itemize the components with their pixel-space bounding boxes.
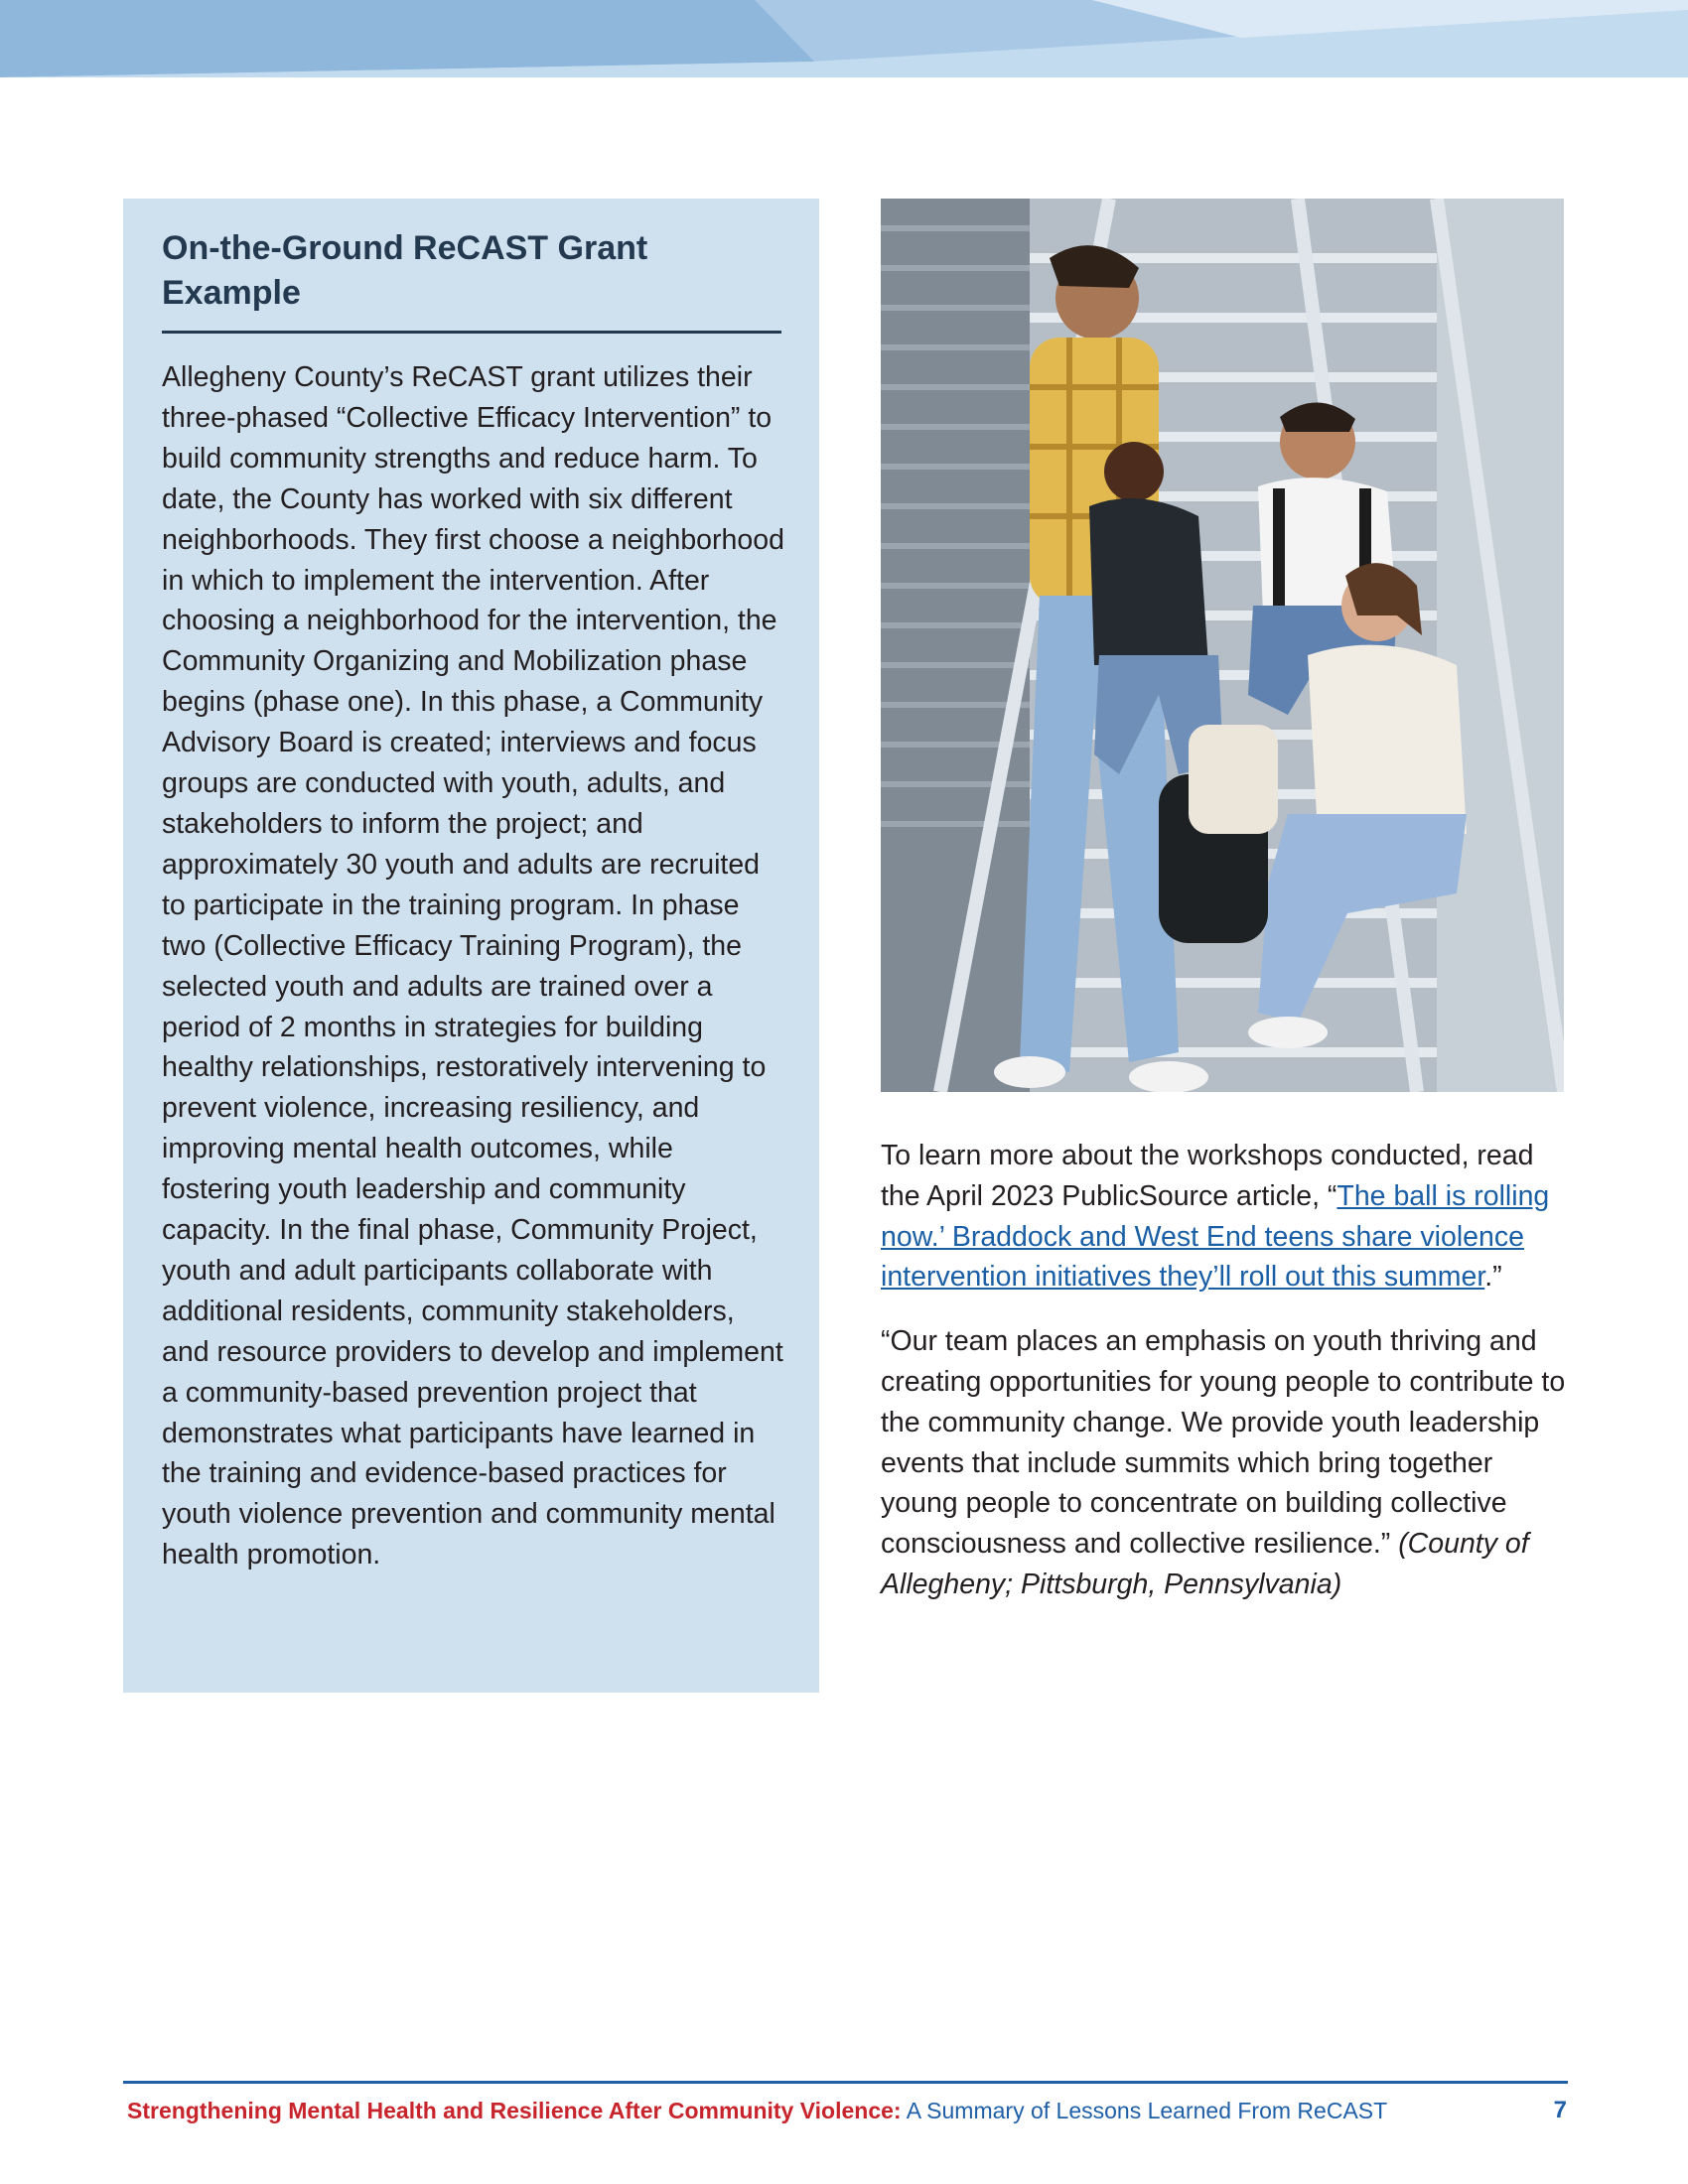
footer-report-subtitle: A Summary of Lessons Learned From ReCAST <box>906 2098 1388 2123</box>
sidebar-title: On-the-Ground ReCAST Grant Example <box>162 229 648 312</box>
sidebar-body-text: Allegheny County’s ReCAST grant utilizes their three-phased “Collective Efficacy Intervention” to build community strengths and reduce harm. To date, the County has worked with six different neighborhoods. They first choose a neighborhood in which to implement the intervention. After choosing a neighborhood for the intervention, the Community Organizing and Mobilization phase begins (phase one). In this phase, a Community Advisory Board is created; interviews and focus groups are conducted with youth, adults, and stakeholders to inform the project; and approximately 30 youth and adults are recruited to participate in the training program. In phase two (Collective Efficacy Training Program), the selected youth and adults are trained over a period of 2 months in strategies for building healthy relationships, restoratively intervening to prevent violence, increasing resiliency, and improving mental health outcomes, while fostering youth leadership and community capacity. In the final phase, Community Project, youth and adult participants collaborate with additional residents, community stakeholders, and resource providers to develop and implement a community-based prevention project that demonstrates what participants have learned in the training and evidence-based practices for youth violence prevention and community mental health promotion. <box>162 361 784 1571</box>
learn-more-outro: .” <box>1484 1261 1502 1294</box>
learn-more-paragraph <box>881 1136 1576 1297</box>
right-column-text <box>881 1136 1576 1605</box>
page-footer <box>127 2097 1567 2124</box>
students-on-stairs-photo <box>881 199 1564 1092</box>
top-banner <box>0 0 1688 77</box>
quote-paragraph <box>881 1321 1576 1605</box>
page-number: 7 <box>1553 2097 1567 2123</box>
quote-text: “Our team places an emphasis on youth thriving and creating opportunities for young people to contribute to the community change. We provide youth leadership events that include summits which bring together young people to concentrate on building collective consciousness and collective resilience.” <box>881 1325 1566 1561</box>
publicsource-article-link[interactable]: The ball is rolling now.’ Braddock and West End teens share violence intervention initiatives they’ll roll out this summer <box>881 1179 1550 1294</box>
quote-attribution: (County of Allegheny; Pittsburgh, Pennsylvania) <box>881 1528 1529 1600</box>
footer-divider <box>123 2081 1568 2084</box>
learn-more-intro: To learn more about the workshops conducted, read the April 2023 PublicSource article, “ <box>881 1140 1534 1212</box>
example-sidebar-box <box>123 199 819 1693</box>
footer-report-title: Strengthening Mental Health and Resilience After Community Violence: <box>127 2098 902 2123</box>
sidebar-divider <box>162 331 781 334</box>
